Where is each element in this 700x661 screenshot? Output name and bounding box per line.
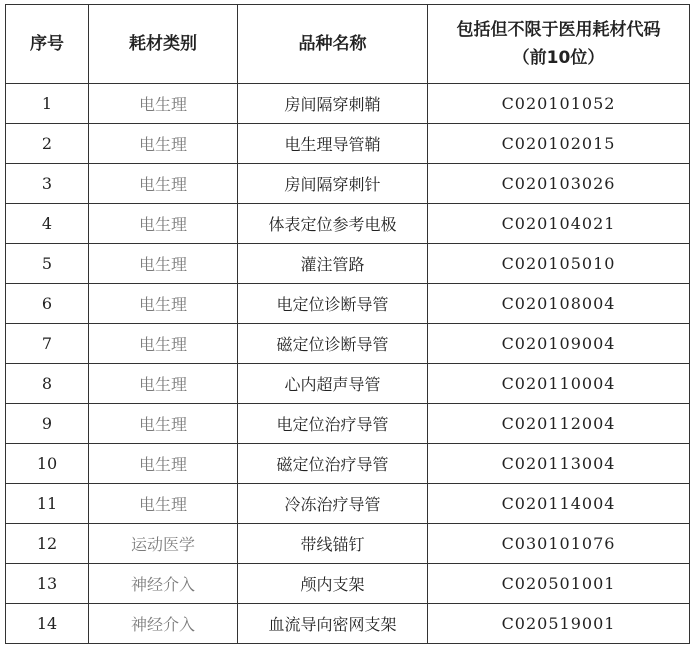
- row-code: C020103026: [428, 164, 690, 204]
- row-code: C020110004: [428, 364, 690, 404]
- table-row: [6, 84, 690, 124]
- table-row: [6, 404, 690, 444]
- row-category: 电生理: [89, 244, 238, 284]
- row-code: C030101076: [428, 524, 690, 564]
- row-category: 电生理: [89, 324, 238, 364]
- table-row: [6, 524, 690, 564]
- row-code: C020112004: [428, 404, 690, 444]
- row-name: 体表定位参考电极: [238, 204, 428, 244]
- row-category: 电生理: [89, 204, 238, 244]
- header-row: [6, 5, 690, 84]
- table-row: [6, 484, 690, 524]
- row-no: 2: [6, 124, 89, 164]
- row-no: 11: [6, 484, 89, 524]
- row-code: C020501001: [428, 564, 690, 604]
- row-name: 灌注管路: [238, 244, 428, 284]
- row-name: 磁定位诊断导管: [238, 324, 428, 364]
- row-name: 冷冻治疗导管: [238, 484, 428, 524]
- row-no: 6: [6, 284, 89, 324]
- row-no: 14: [6, 604, 89, 644]
- header-name: 品种名称: [238, 5, 428, 84]
- header-code: [428, 5, 690, 84]
- row-category: 运动医学: [89, 524, 238, 564]
- row-no: 13: [6, 564, 89, 604]
- row-category: 电生理: [89, 164, 238, 204]
- table-row: [6, 364, 690, 404]
- table-row: [6, 244, 690, 284]
- row-no: 9: [6, 404, 89, 444]
- header-category: 耗材类别: [89, 5, 238, 84]
- row-name: 电定位诊断导管: [238, 284, 428, 324]
- row-category: 电生理: [89, 284, 238, 324]
- table-row: [6, 604, 690, 644]
- row-no: 1: [6, 84, 89, 124]
- row-name: 房间隔穿刺针: [238, 164, 428, 204]
- header-no: 序号: [6, 5, 89, 84]
- header-code-line1: 包括但不限于医用耗材代码: [456, 20, 661, 40]
- row-no: 8: [6, 364, 89, 404]
- row-name: 心内超声导管: [238, 364, 428, 404]
- row-no: 5: [6, 244, 89, 284]
- row-category: 电生理: [89, 84, 238, 124]
- row-name: 磁定位治疗导管: [238, 444, 428, 484]
- row-code: C020114004: [428, 484, 690, 524]
- row-no: 10: [6, 444, 89, 484]
- row-code: C020109004: [428, 324, 690, 364]
- row-no: 7: [6, 324, 89, 364]
- row-category: 神经介入: [89, 604, 238, 644]
- row-no: 12: [6, 524, 89, 564]
- row-code: C020102015: [428, 124, 690, 164]
- row-name: 电定位治疗导管: [238, 404, 428, 444]
- row-name: 电生理导管鞘: [238, 124, 428, 164]
- row-category: 电生理: [89, 404, 238, 444]
- table-row: [6, 284, 690, 324]
- table-row: [6, 444, 690, 484]
- row-name: 颅内支架: [238, 564, 428, 604]
- row-code: C020113004: [428, 444, 690, 484]
- table-row: [6, 124, 690, 164]
- row-category: 电生理: [89, 484, 238, 524]
- table-row: [6, 564, 690, 604]
- row-code: C020108004: [428, 284, 690, 324]
- row-category: 神经介入: [89, 564, 238, 604]
- table-row: [6, 204, 690, 244]
- table-row: [6, 324, 690, 364]
- consumables-table: [5, 4, 690, 644]
- row-name: 带线锚钉: [238, 524, 428, 564]
- row-no: 3: [6, 164, 89, 204]
- row-category: 电生理: [89, 124, 238, 164]
- row-category: 电生理: [89, 364, 238, 404]
- row-code: C020104021: [428, 204, 690, 244]
- row-category: 电生理: [89, 444, 238, 484]
- row-code: C020101052: [428, 84, 690, 124]
- row-name: 房间隔穿刺鞘: [238, 84, 428, 124]
- table-row: [6, 164, 690, 204]
- row-code: C020105010: [428, 244, 690, 284]
- row-no: 4: [6, 204, 89, 244]
- row-name: 血流导向密网支架: [238, 604, 428, 644]
- row-code: C020519001: [428, 604, 690, 644]
- header-code-line2: （前10位）: [512, 48, 605, 68]
